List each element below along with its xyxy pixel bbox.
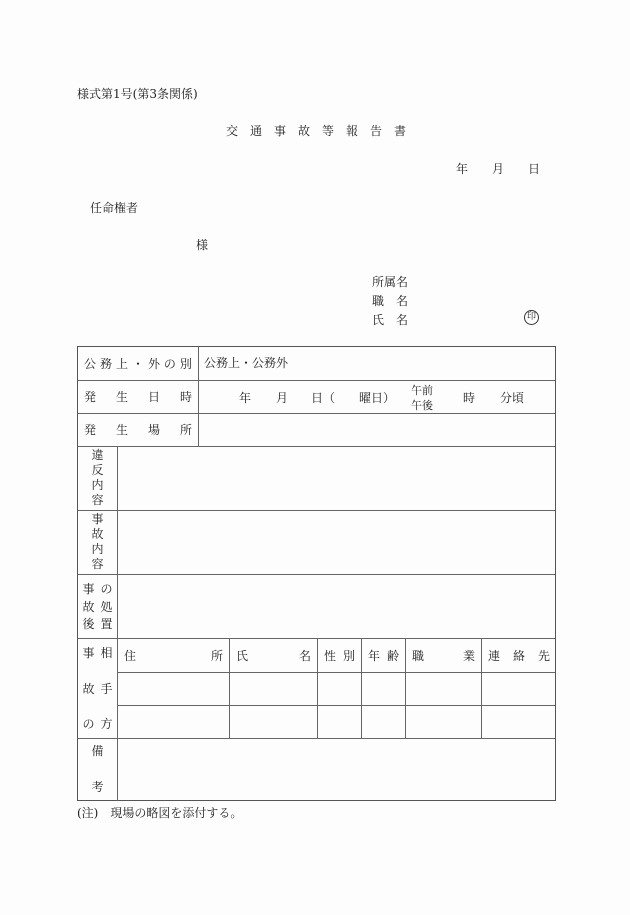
violation-label: 違 反 内 容	[91, 448, 104, 507]
table-row-2-occupation[interactable]	[406, 706, 481, 738]
col-header-occupation: 職 業	[412, 648, 475, 663]
table-row-2-sex[interactable]	[318, 706, 361, 738]
counterparty-label: 事 故 の 相 手 方	[82, 646, 113, 731]
appointer-label: 任命権者	[90, 201, 139, 215]
sender-block	[372, 273, 408, 330]
table-row-1-address[interactable]	[118, 673, 229, 705]
table-row-1-contact[interactable]	[482, 673, 556, 705]
seal-icon: 印	[524, 310, 539, 325]
table-row-2-name[interactable]	[230, 706, 317, 738]
table-row-2-address[interactable]	[118, 706, 229, 738]
name-label: 氏 名	[372, 313, 409, 327]
duty-value[interactable]: 公務上・公務外	[204, 356, 289, 370]
footnote: (注) 現場の略図を添付する。	[77, 806, 243, 820]
duty-label: 公 務 上 ・ 外 の 別	[84, 357, 192, 371]
place-label: 発 生 場 所	[84, 423, 192, 437]
place-value[interactable]	[199, 413, 556, 446]
aftermath-label: 事 故 後 の 処 置	[82, 582, 113, 631]
accident-value[interactable]	[118, 510, 556, 574]
aftermath-value[interactable]	[118, 574, 556, 638]
accident-label: 事 故 内 容	[91, 512, 104, 571]
date-year: 年	[456, 162, 469, 176]
date-day: 日	[528, 162, 541, 176]
report-date	[456, 160, 540, 177]
honorific-sama: 様	[196, 238, 209, 252]
datetime-value[interactable]: 年 月 日（ 曜日） 午前 午後 時 分頃	[239, 384, 525, 412]
table-row-2-age[interactable]	[362, 706, 405, 738]
document-title: 交通事故等報告書	[226, 124, 419, 138]
form-number: 様式第1号(第3条関係)	[77, 87, 198, 101]
table-row-1-name[interactable]	[230, 673, 317, 705]
position-label: 職 名	[372, 294, 409, 308]
col-header-address: 住 所	[124, 648, 223, 663]
remarks-label: 備 考	[91, 744, 104, 794]
report-table	[77, 346, 556, 801]
col-header-contact: 連 絡 先	[488, 648, 550, 663]
violation-value[interactable]	[118, 446, 556, 510]
table-row-2-contact[interactable]	[482, 706, 556, 738]
col-header-name: 氏 名	[236, 648, 311, 663]
table-row-1-sex[interactable]	[318, 673, 361, 705]
date-month: 月	[492, 162, 505, 176]
datetime-label: 発 生 日 時	[84, 390, 192, 404]
col-header-sex: 性 別	[324, 648, 355, 663]
table-row-1-occupation[interactable]	[406, 673, 481, 705]
table-row-1-age[interactable]	[362, 673, 405, 705]
col-header-age: 年 齢	[368, 648, 399, 663]
affiliation-label: 所属名	[372, 275, 409, 289]
remarks-value[interactable]	[118, 738, 556, 801]
